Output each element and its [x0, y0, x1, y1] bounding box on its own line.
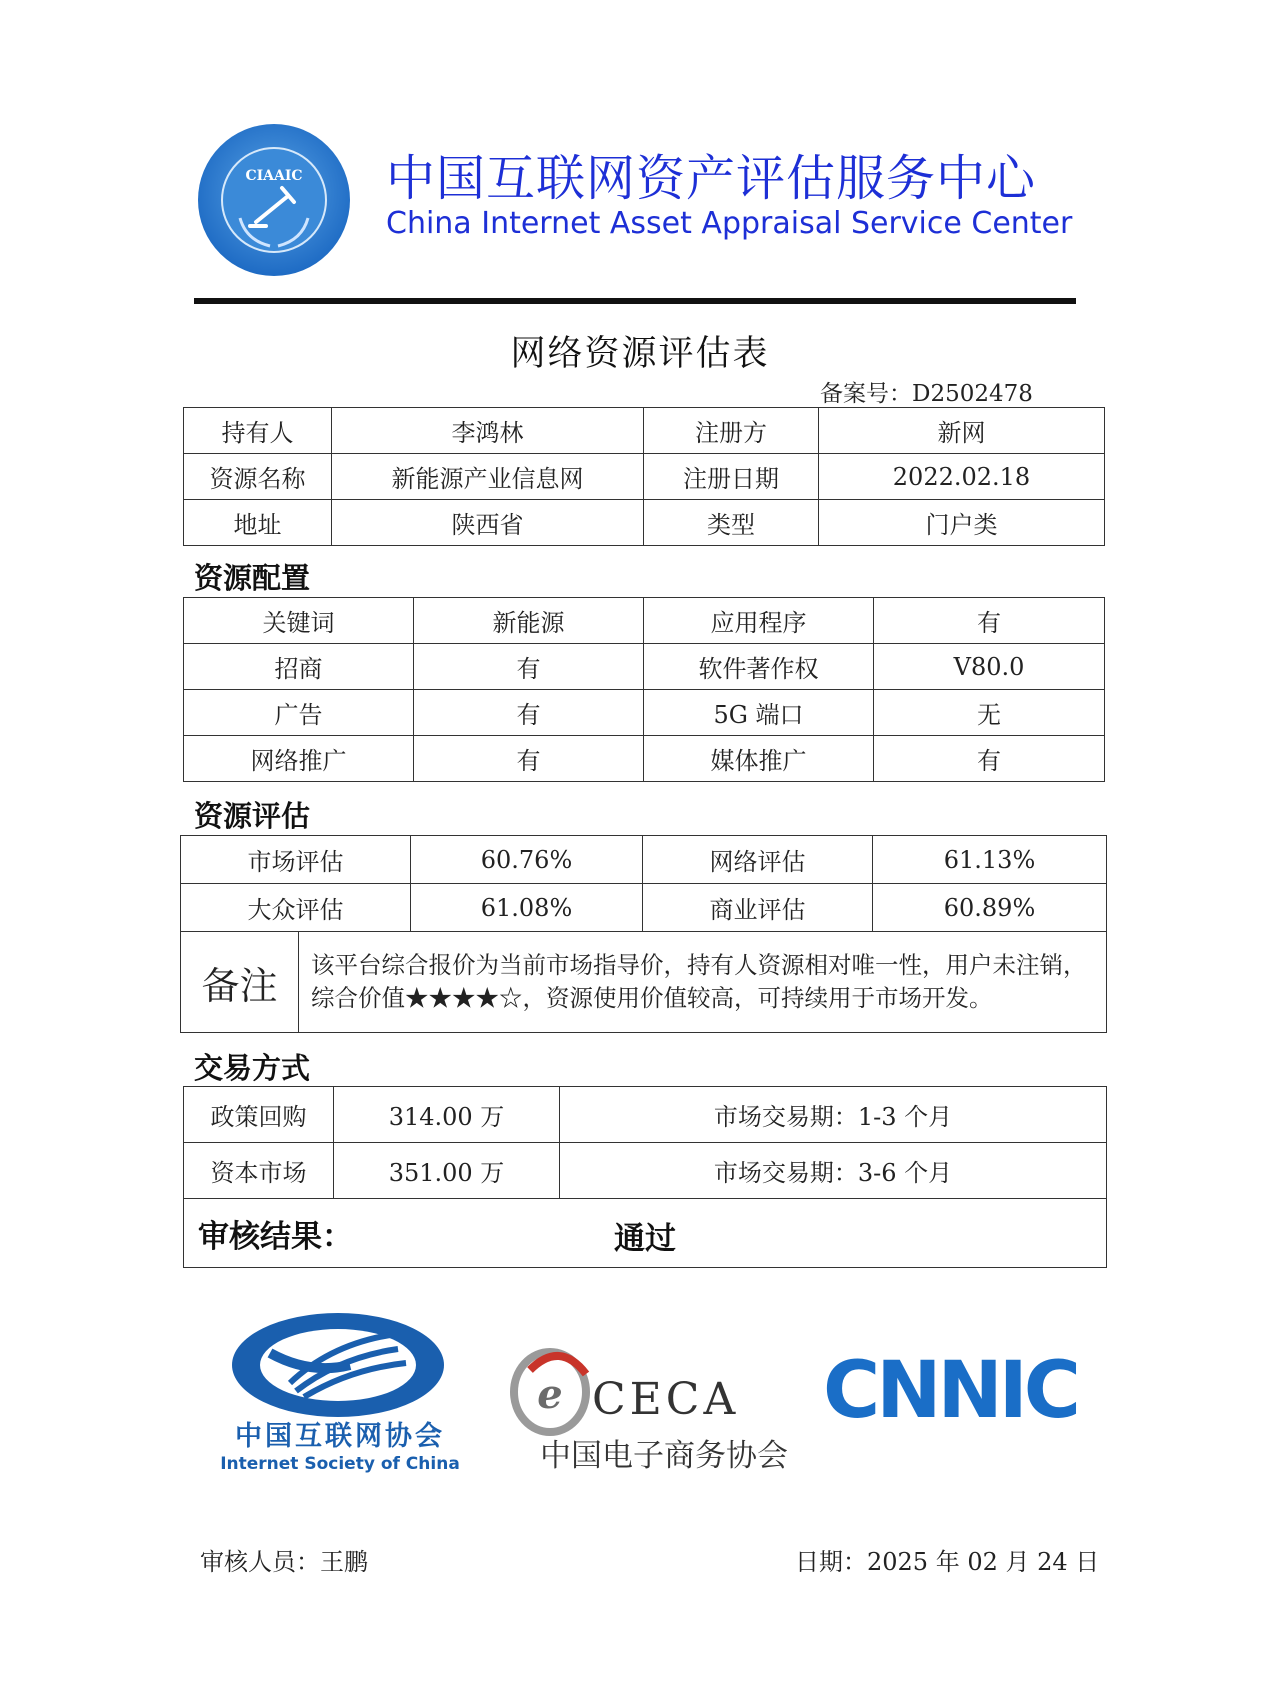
label-cell: 政策回购 [184, 1087, 334, 1143]
period-cell: 市场交易期：3-6 个月 [560, 1143, 1107, 1199]
org-name-en: China Internet Asset Appraisal Service Center [386, 206, 1073, 241]
value-cell: 有 [414, 690, 644, 736]
review-result-label: 审核结果： [198, 1218, 353, 1255]
form-title: 网络资源评估表 [510, 334, 770, 374]
isc-logo-cn: 中国互联网协会 [235, 1421, 445, 1452]
label-cell: 类型 [644, 500, 819, 546]
label-cell: 商业评估 [643, 884, 873, 932]
ceca-logo [500, 1340, 800, 1480]
value-cell: 门户类 [819, 500, 1105, 546]
remark-row [181, 932, 1107, 1033]
ceca-logo-abbr: CECA [592, 1374, 740, 1425]
header-divider [194, 298, 1076, 304]
value-cell: 60.76% [411, 836, 643, 884]
value-cell: 有 [874, 736, 1105, 782]
label-cell: 关键词 [184, 598, 414, 644]
value-cell: 61.08% [411, 884, 643, 932]
review-date: 日期：2025 年 02 月 24 日 [795, 1548, 1100, 1576]
table-row [184, 644, 1105, 690]
value-cell: V80.0 [874, 644, 1105, 690]
remark-text: 该平台综合报价为当前市场指导价，持有人资源相对唯一性，用户未注销，综合价值★★★★☆，资源使用价值较高，可持续用于市场开发。 [299, 932, 1107, 1033]
label-cell: 软件著作权 [644, 644, 874, 690]
isc-logo [200, 1305, 480, 1475]
table-row [184, 500, 1105, 546]
section-heading-eval: 资源评估 [194, 799, 311, 833]
value-cell: 有 [414, 736, 644, 782]
isc-logo-en: Internet Society of China [220, 1454, 460, 1474]
cnnic-logo [810, 1345, 1090, 1435]
review-result-value: 通过 [614, 1221, 676, 1257]
value-cell: 60.89% [873, 884, 1107, 932]
label-cell: 注册方 [644, 408, 819, 454]
result-row [184, 1199, 1107, 1268]
value-cell: 61.13% [873, 836, 1107, 884]
value-cell: 陕西省 [332, 500, 644, 546]
label-cell: 地址 [184, 500, 332, 546]
table-row [184, 1143, 1107, 1199]
org-name-cn: 中国互联网资产评估服务中心 [386, 150, 1037, 207]
label-cell: 应用程序 [644, 598, 874, 644]
value-cell: 李鸿林 [332, 408, 644, 454]
value-cell: 有 [874, 598, 1105, 644]
record-number: 备案号：D2502478 [820, 381, 1033, 407]
value-cell: 有 [414, 644, 644, 690]
label-cell: 招商 [184, 644, 414, 690]
table-row [184, 1087, 1107, 1143]
table-row [181, 836, 1107, 884]
label-cell: 5G 端口 [644, 690, 874, 736]
resource-config-table [183, 597, 1105, 782]
table-row [181, 884, 1107, 932]
label-cell: 资本市场 [184, 1143, 334, 1199]
value-cell: 新网 [819, 408, 1105, 454]
table-row [184, 454, 1105, 500]
label-cell: 资源名称 [184, 454, 332, 500]
label-cell: 网络评估 [643, 836, 873, 884]
table-row [184, 736, 1105, 782]
label-cell: 持有人 [184, 408, 332, 454]
remark-label: 备注 [181, 932, 299, 1033]
section-heading-config: 资源配置 [194, 561, 311, 595]
value-cell: 351.00 万 [334, 1143, 560, 1199]
label-cell: 广告 [184, 690, 414, 736]
basic-info-table [183, 407, 1105, 546]
ciaaic-seal-logo [196, 122, 352, 278]
table-row [184, 598, 1105, 644]
resource-eval-table [180, 835, 1107, 1033]
section-heading-trade: 交易方式 [194, 1051, 311, 1085]
label-cell: 市场评估 [181, 836, 411, 884]
label-cell: 媒体推广 [644, 736, 874, 782]
label-cell: 大众评估 [181, 884, 411, 932]
ceca-logo-cn: 中国电子商务协会 [540, 1438, 788, 1474]
value-cell: 2022.02.18 [819, 454, 1105, 500]
value-cell: 314.00 万 [334, 1087, 560, 1143]
period-cell: 市场交易期：1-3 个月 [560, 1087, 1107, 1143]
table-row [184, 690, 1105, 736]
value-cell: 新能源 [414, 598, 644, 644]
reviewer: 审核人员：王鹏 [200, 1548, 368, 1576]
table-row [184, 408, 1105, 454]
cnnic-logo-text: CNNIC [822, 1346, 1078, 1435]
review-result [184, 1199, 1107, 1268]
value-cell: 新能源产业信息网 [332, 454, 644, 500]
label-cell: 注册日期 [644, 454, 819, 500]
label-cell: 网络推广 [184, 736, 414, 782]
seal-abbr: CIAAIC [245, 168, 303, 184]
svg-text:e: e [537, 1371, 563, 1418]
trade-table [183, 1086, 1107, 1268]
value-cell: 无 [874, 690, 1105, 736]
